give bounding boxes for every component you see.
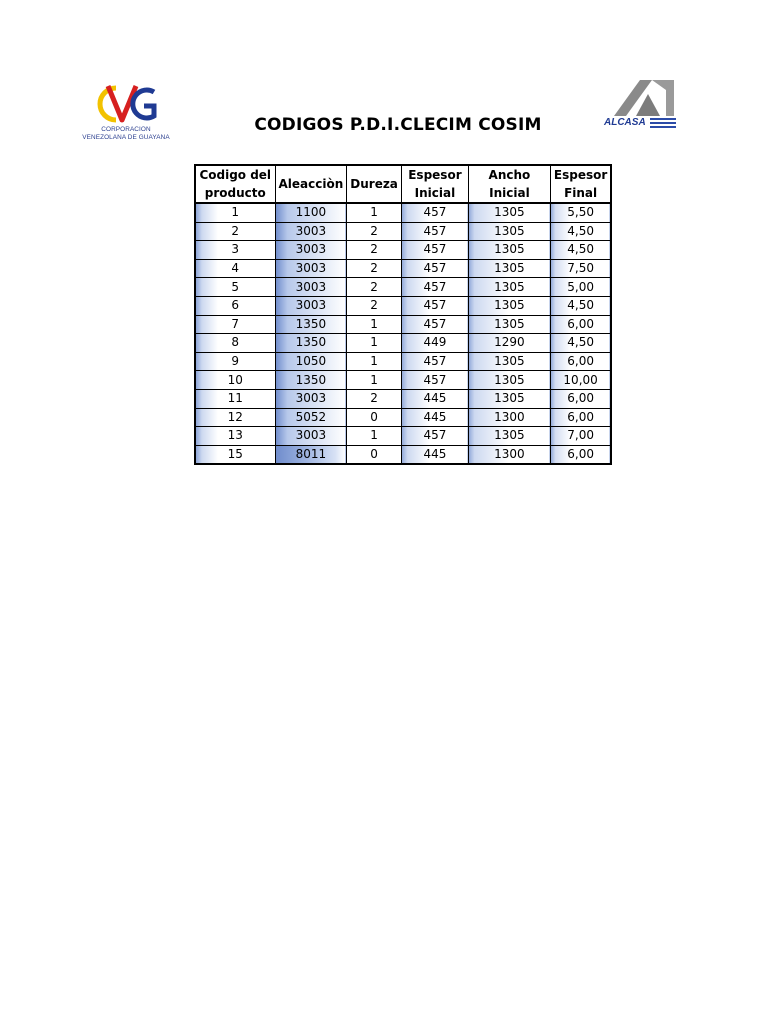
- cell-dureza: 0: [347, 408, 402, 427]
- header-codigo: Codigo del producto: [195, 165, 275, 203]
- cell-espesor-final: 4,50: [550, 222, 611, 241]
- cell-espesor-inicial: 457: [401, 203, 468, 222]
- cell-espesor-inicial: 445: [401, 408, 468, 427]
- alcasa-text: ALCASA: [604, 117, 646, 128]
- table-header-row: [195, 165, 611, 203]
- header-dureza: Dureza: [347, 165, 402, 203]
- cell-espesor-final: 7,00: [550, 427, 611, 446]
- cell-codigo: 1: [195, 203, 275, 222]
- cell-ancho-inicial: 1290: [468, 334, 550, 353]
- cell-codigo: 8: [195, 334, 275, 353]
- cell-ancho-inicial: 1305: [468, 241, 550, 260]
- cell-aleacion: 1100: [275, 203, 347, 222]
- cell-dureza: 1: [347, 371, 402, 390]
- cell-dureza: 2: [347, 222, 402, 241]
- cell-dureza: 1: [347, 334, 402, 353]
- cell-codigo: 2: [195, 222, 275, 241]
- cell-ancho-inicial: 1305: [468, 352, 550, 371]
- cell-espesor-inicial: 457: [401, 427, 468, 446]
- cell-codigo: 10: [195, 371, 275, 390]
- cell-espesor-final: 5,50: [550, 203, 611, 222]
- cell-dureza: 2: [347, 278, 402, 297]
- cell-aleacion: 3003: [275, 278, 347, 297]
- cell-dureza: 1: [347, 315, 402, 334]
- cell-ancho-inicial: 1305: [468, 296, 550, 315]
- cell-espesor-inicial: 457: [401, 259, 468, 278]
- cvg-logo: [78, 80, 174, 148]
- cell-aleacion: 1350: [275, 315, 347, 334]
- table-row: [195, 352, 611, 371]
- table-row: [195, 241, 611, 260]
- cell-codigo: 7: [195, 315, 275, 334]
- cell-aleacion: 5052: [275, 408, 347, 427]
- cell-ancho-inicial: 1305: [468, 389, 550, 408]
- cell-codigo: 11: [195, 389, 275, 408]
- cell-codigo: 3: [195, 241, 275, 260]
- cell-codigo: 6: [195, 296, 275, 315]
- header-espesor-inicial: Espesor Inicial: [401, 165, 468, 203]
- cell-ancho-inicial: 1305: [468, 222, 550, 241]
- cell-codigo: 13: [195, 427, 275, 446]
- table-row: [195, 278, 611, 297]
- cell-aleacion: 3003: [275, 259, 347, 278]
- cell-codigo: 9: [195, 352, 275, 371]
- cell-codigo: 5: [195, 278, 275, 297]
- cell-espesor-final: 5,00: [550, 278, 611, 297]
- cell-aleacion: 1050: [275, 352, 347, 371]
- cell-espesor-final: 6,00: [550, 352, 611, 371]
- table-row: [195, 389, 611, 408]
- cell-espesor-final: 4,50: [550, 241, 611, 260]
- page-title: CODIGOS P.D.I.CLECIM COSIM: [254, 115, 542, 135]
- cell-ancho-inicial: 1305: [468, 278, 550, 297]
- cell-espesor-inicial: 449: [401, 334, 468, 353]
- cell-espesor-inicial: 457: [401, 278, 468, 297]
- table-row: [195, 445, 611, 464]
- cell-ancho-inicial: 1305: [468, 203, 550, 222]
- cell-ancho-inicial: 1305: [468, 427, 550, 446]
- table-row: [195, 334, 611, 353]
- cell-dureza: 0: [347, 445, 402, 464]
- cell-espesor-final: 7,50: [550, 259, 611, 278]
- cvg-caption-line2: VENEZOLANA DE GUAYANA: [82, 133, 170, 141]
- cell-espesor-final: 6,00: [550, 389, 611, 408]
- cell-aleacion: 3003: [275, 241, 347, 260]
- cell-ancho-inicial: 1300: [468, 408, 550, 427]
- header-ancho-inicial: Ancho Inicial: [468, 165, 550, 203]
- cell-espesor-inicial: 457: [401, 241, 468, 260]
- header-aleacion: Aleacciòn: [275, 165, 347, 203]
- cell-aleacion: 1350: [275, 371, 347, 390]
- cell-dureza: 2: [347, 259, 402, 278]
- table-row: [195, 315, 611, 334]
- cell-espesor-final: 6,00: [550, 315, 611, 334]
- header-espesor-final: Espesor Final: [550, 165, 611, 203]
- cell-codigo: 4: [195, 259, 275, 278]
- cell-ancho-inicial: 1305: [468, 315, 550, 334]
- table-row: [195, 222, 611, 241]
- cell-dureza: 2: [347, 389, 402, 408]
- cell-aleacion: 3003: [275, 427, 347, 446]
- cell-espesor-inicial: 457: [401, 222, 468, 241]
- cell-ancho-inicial: 1300: [468, 445, 550, 464]
- cell-espesor-inicial: 457: [401, 371, 468, 390]
- product-codes-table: [194, 164, 612, 465]
- cell-espesor-inicial: 457: [401, 352, 468, 371]
- cell-espesor-final: 6,00: [550, 408, 611, 427]
- cell-aleacion: 3003: [275, 296, 347, 315]
- cell-aleacion: 8011: [275, 445, 347, 464]
- cell-aleacion: 1350: [275, 334, 347, 353]
- table-row: [195, 408, 611, 427]
- cvg-caption-line1: CORPORACION: [101, 126, 151, 133]
- cell-dureza: 2: [347, 241, 402, 260]
- cell-espesor-inicial: 445: [401, 445, 468, 464]
- cell-espesor-inicial: 445: [401, 389, 468, 408]
- cell-espesor-final: 10,00: [550, 371, 611, 390]
- cell-codigo: 12: [195, 408, 275, 427]
- cell-dureza: 1: [347, 203, 402, 222]
- table-row: [195, 203, 611, 222]
- cell-codigo: 15: [195, 445, 275, 464]
- table-row: [195, 259, 611, 278]
- cell-aleacion: 3003: [275, 389, 347, 408]
- cell-espesor-final: 6,00: [550, 445, 611, 464]
- table-row: [195, 296, 611, 315]
- cell-dureza: 1: [347, 352, 402, 371]
- cell-espesor-final: 4,50: [550, 334, 611, 353]
- table-row: [195, 371, 611, 390]
- cell-dureza: 1: [347, 427, 402, 446]
- cell-espesor-inicial: 457: [401, 296, 468, 315]
- cell-espesor-inicial: 457: [401, 315, 468, 334]
- table-row: [195, 427, 611, 446]
- table-body: [195, 203, 611, 464]
- cell-ancho-inicial: 1305: [468, 371, 550, 390]
- cell-ancho-inicial: 1305: [468, 259, 550, 278]
- cell-aleacion: 3003: [275, 222, 347, 241]
- cell-dureza: 2: [347, 296, 402, 315]
- cell-espesor-final: 4,50: [550, 296, 611, 315]
